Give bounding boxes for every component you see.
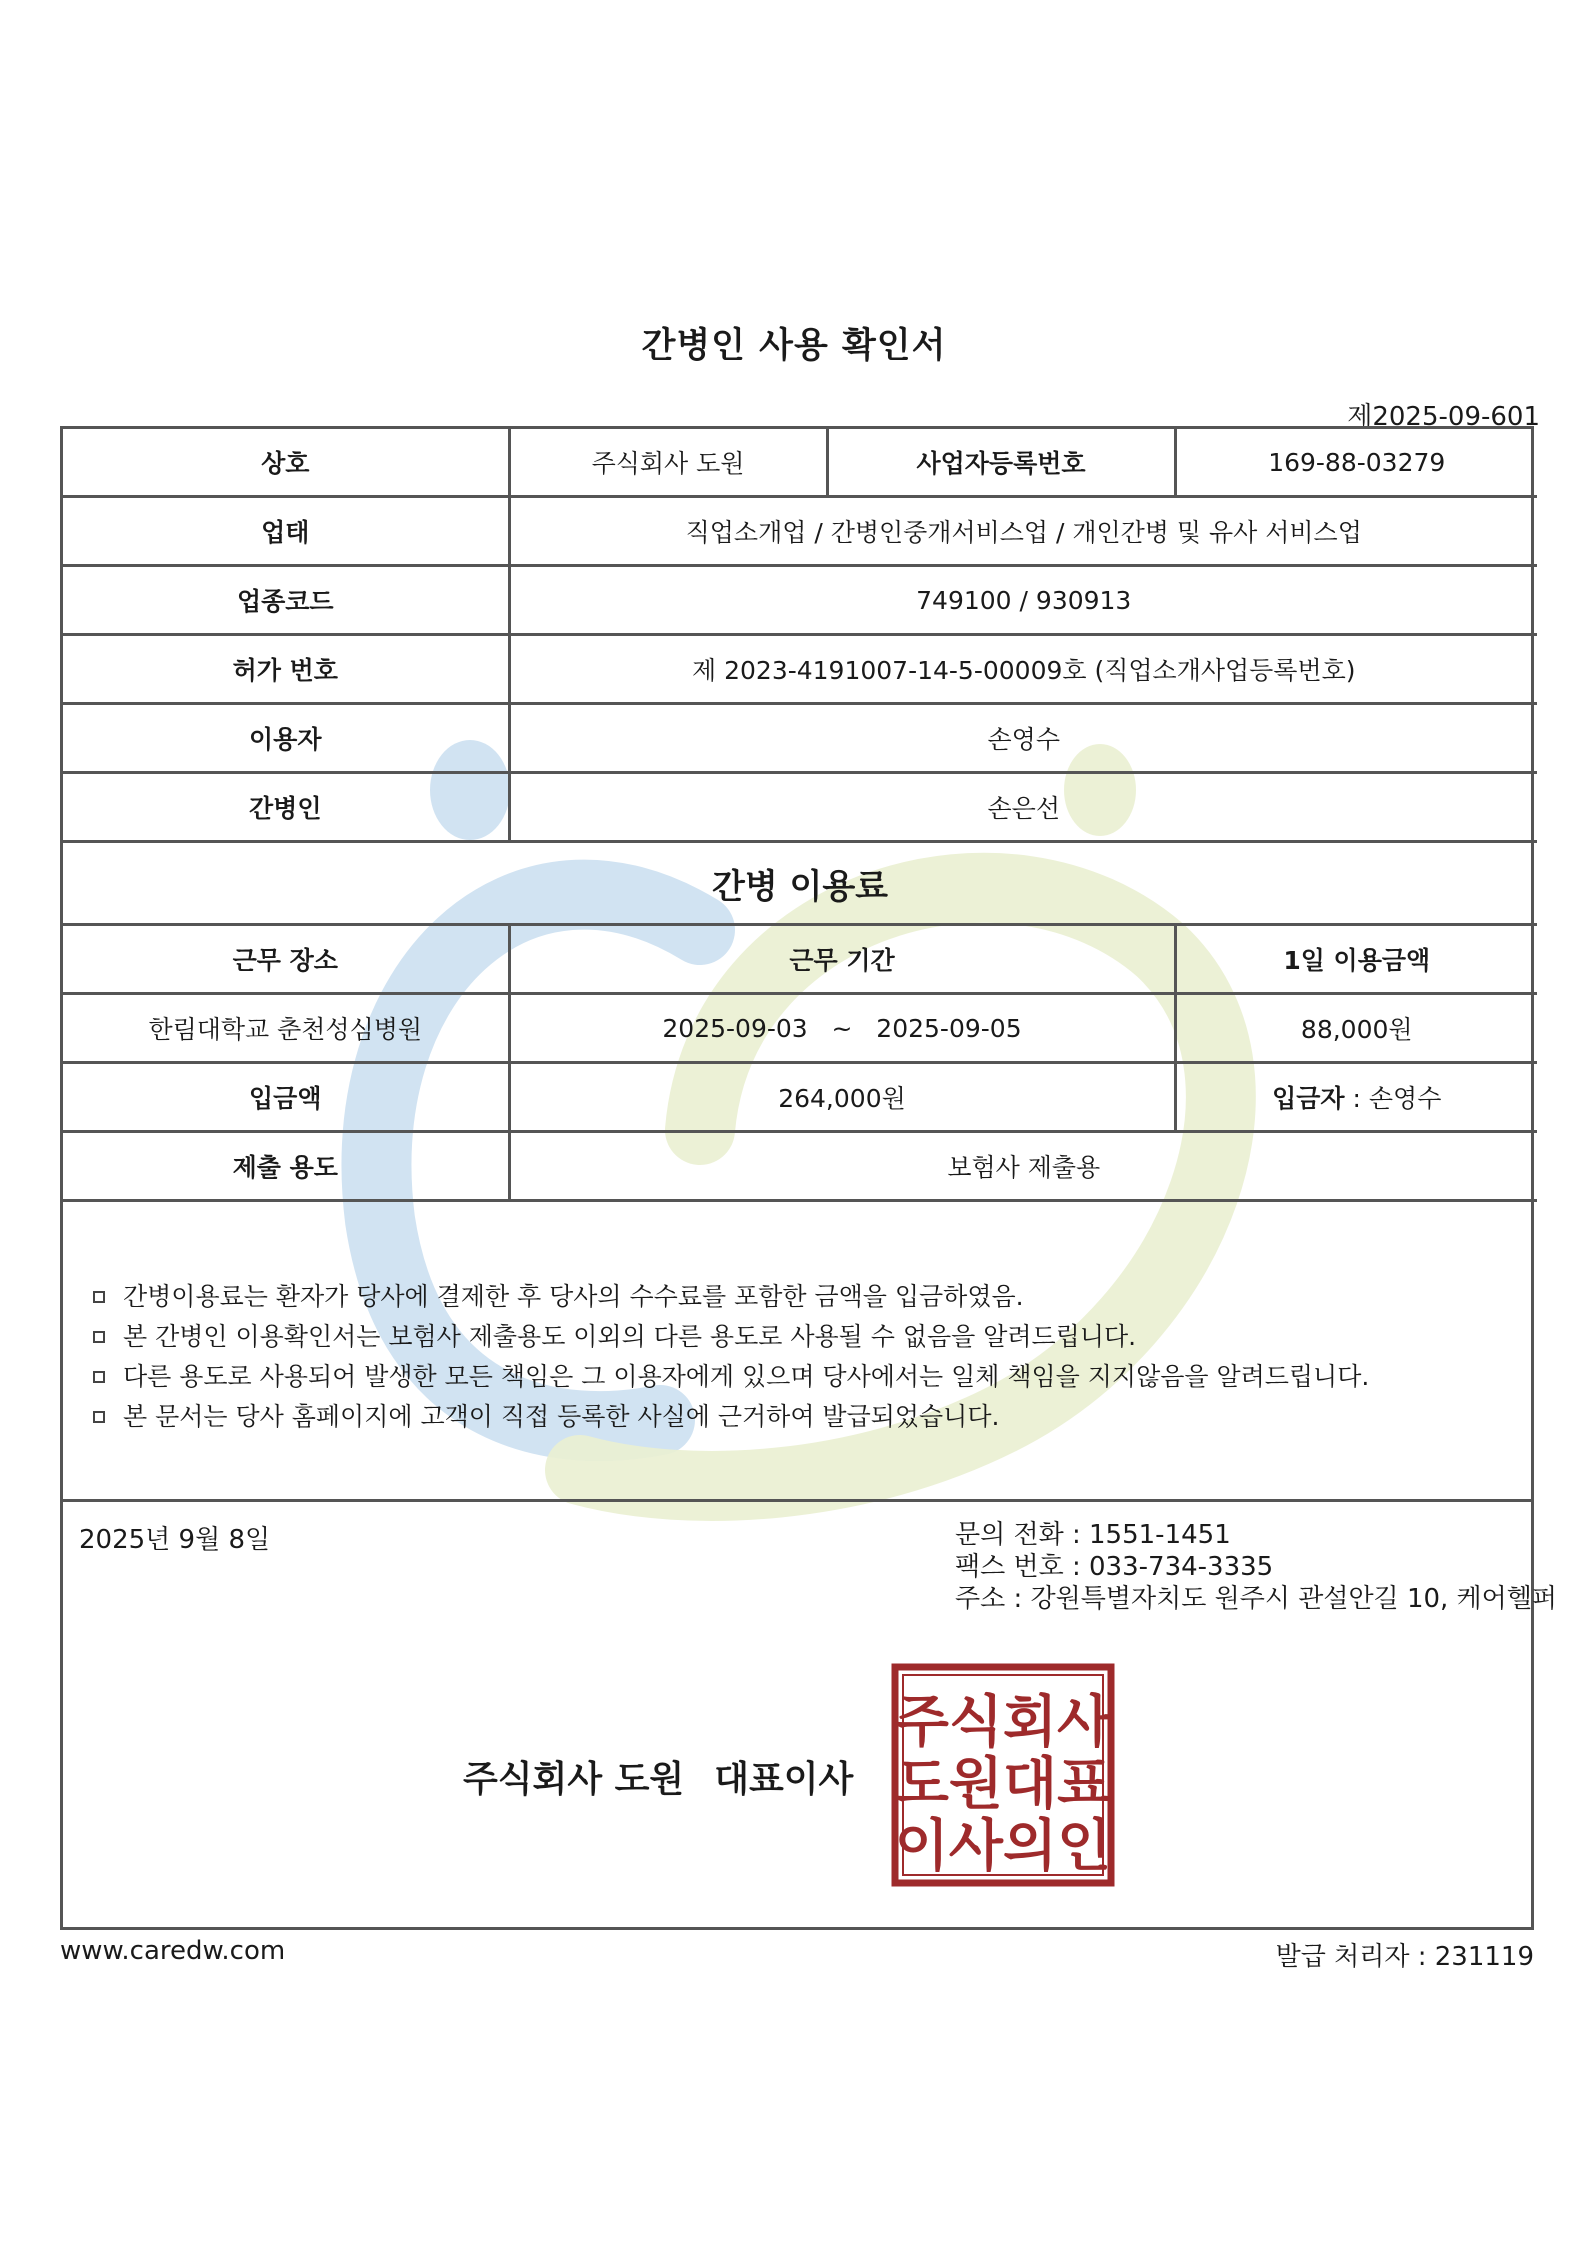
note-item — [89, 1397, 1511, 1437]
notes-list — [89, 1277, 1511, 1437]
row-caregiver — [63, 773, 1537, 842]
depositor-cell — [1175, 1063, 1537, 1132]
row-fee-title — [63, 842, 1537, 925]
signatory-title: 대표이사 — [714, 1759, 854, 1800]
row-user — [63, 704, 1537, 773]
document-number: 제2025-09-601 — [1347, 402, 1540, 432]
deposit-label: 입금액 — [63, 1063, 509, 1132]
company-seal — [891, 1663, 1115, 1887]
business-value: 직업소개업 / 간병인중개서비스업 / 개인간병 및 유사 서비스업 — [509, 497, 1537, 566]
industry-code-value: 749100 / 930913 — [509, 566, 1537, 635]
row-company — [63, 429, 1537, 497]
section-divider — [63, 1499, 1531, 1502]
company-label: 상호 — [63, 429, 509, 497]
svg-text:이사의인: 이사의인 — [894, 1814, 1112, 1879]
permit-label: 허가 번호 — [63, 635, 509, 704]
row-fee-values — [63, 994, 1537, 1063]
note-item — [89, 1357, 1511, 1397]
purpose-label: 제출 용도 — [63, 1132, 509, 1201]
phone-text: 문의 전화 : 1551-1451 — [955, 1520, 1231, 1550]
svg-text:주식회사: 주식회사 — [894, 1690, 1112, 1755]
signatory-company: 주식회사 도원 — [463, 1759, 685, 1800]
row-business — [63, 497, 1537, 566]
depositor-value: : 손영수 — [1344, 1084, 1442, 1113]
period-label: 근무 기간 — [509, 925, 1175, 994]
note-text: 다른 용도로 사용되어 발생한 모든 책임은 그 이용자에게 있으며 당사에서는 일체 책임을 지지않음을 알려드립니다. — [123, 1362, 1370, 1391]
depositor-label: 입금자 — [1272, 1084, 1345, 1113]
svg-text:도원대표: 도원대표 — [894, 1752, 1112, 1817]
period-value: 2025-09-03 ~ 2025-09-05 — [509, 994, 1175, 1063]
row-purpose — [63, 1132, 1537, 1201]
place-label: 근무 장소 — [63, 925, 509, 994]
bullet-icon — [93, 1411, 105, 1423]
note-item — [89, 1277, 1511, 1317]
row-permit — [63, 635, 1537, 704]
permit-value: 제 2023-4191007-14-5-00009호 (직업소개사업등록번호) — [509, 635, 1537, 704]
bullet-icon — [93, 1331, 105, 1343]
info-table — [63, 429, 1537, 1202]
note-item — [89, 1317, 1511, 1357]
bullet-icon — [93, 1291, 105, 1303]
issuer-id: 발급 처리자 : 231119 — [1275, 1942, 1534, 1972]
daily-amount-label: 1일 이용금액 — [1175, 925, 1537, 994]
deposit-value: 264,000원 — [509, 1063, 1175, 1132]
fax-text: 팩스 번호 : 033-734-3335 — [955, 1552, 1274, 1582]
row-deposit — [63, 1063, 1537, 1132]
caregiver-label: 간병인 — [63, 773, 509, 842]
company-value: 주식회사 도원 — [509, 429, 827, 497]
fee-section-title: 간병 이용료 — [63, 842, 1537, 925]
daily-amount-value: 88,000원 — [1175, 994, 1537, 1063]
place-value: 한림대학교 춘천성심병원 — [63, 994, 509, 1063]
certificate-frame — [60, 426, 1558, 1930]
note-text: 본 간병인 이용확인서는 보험사 제출용도 이외의 다른 용도로 사용될 수 없음을 알려드립니다. — [123, 1322, 1137, 1351]
bizno-value: 169-88-03279 — [1175, 429, 1537, 497]
row-industry-code — [63, 566, 1537, 635]
row-fee-header — [63, 925, 1537, 994]
industry-code-label: 업종코드 — [63, 566, 509, 635]
address-text: 주소 : 강원특별자치도 원주시 관설안길 10, 케어헬퍼 — [955, 1584, 1558, 1614]
note-text: 간병이용료는 환자가 당사에 결제한 후 당사의 수수료를 포함한 금액을 입금하였음. — [123, 1282, 1024, 1311]
caregiver-value: 손은선 — [509, 773, 1537, 842]
bizno-label: 사업자등록번호 — [827, 429, 1175, 497]
issue-date: 2025년 9월 8일 — [79, 1525, 271, 1555]
document-title: 간병인 사용 확인서 — [641, 326, 947, 366]
purpose-value: 보험사 제출용 — [509, 1132, 1537, 1201]
contact-info — [955, 1519, 1557, 1615]
business-label: 업태 — [63, 497, 509, 566]
user-label: 이용자 — [63, 704, 509, 773]
bullet-icon — [93, 1371, 105, 1383]
website-url: www.caredw.com — [60, 1936, 286, 1966]
user-value: 손영수 — [509, 704, 1537, 773]
signatory — [463, 1751, 853, 1802]
note-text: 본 문서는 당사 홈페이지에 고객이 직접 등록한 사실에 근거하여 발급되었습니다. — [123, 1402, 1000, 1431]
